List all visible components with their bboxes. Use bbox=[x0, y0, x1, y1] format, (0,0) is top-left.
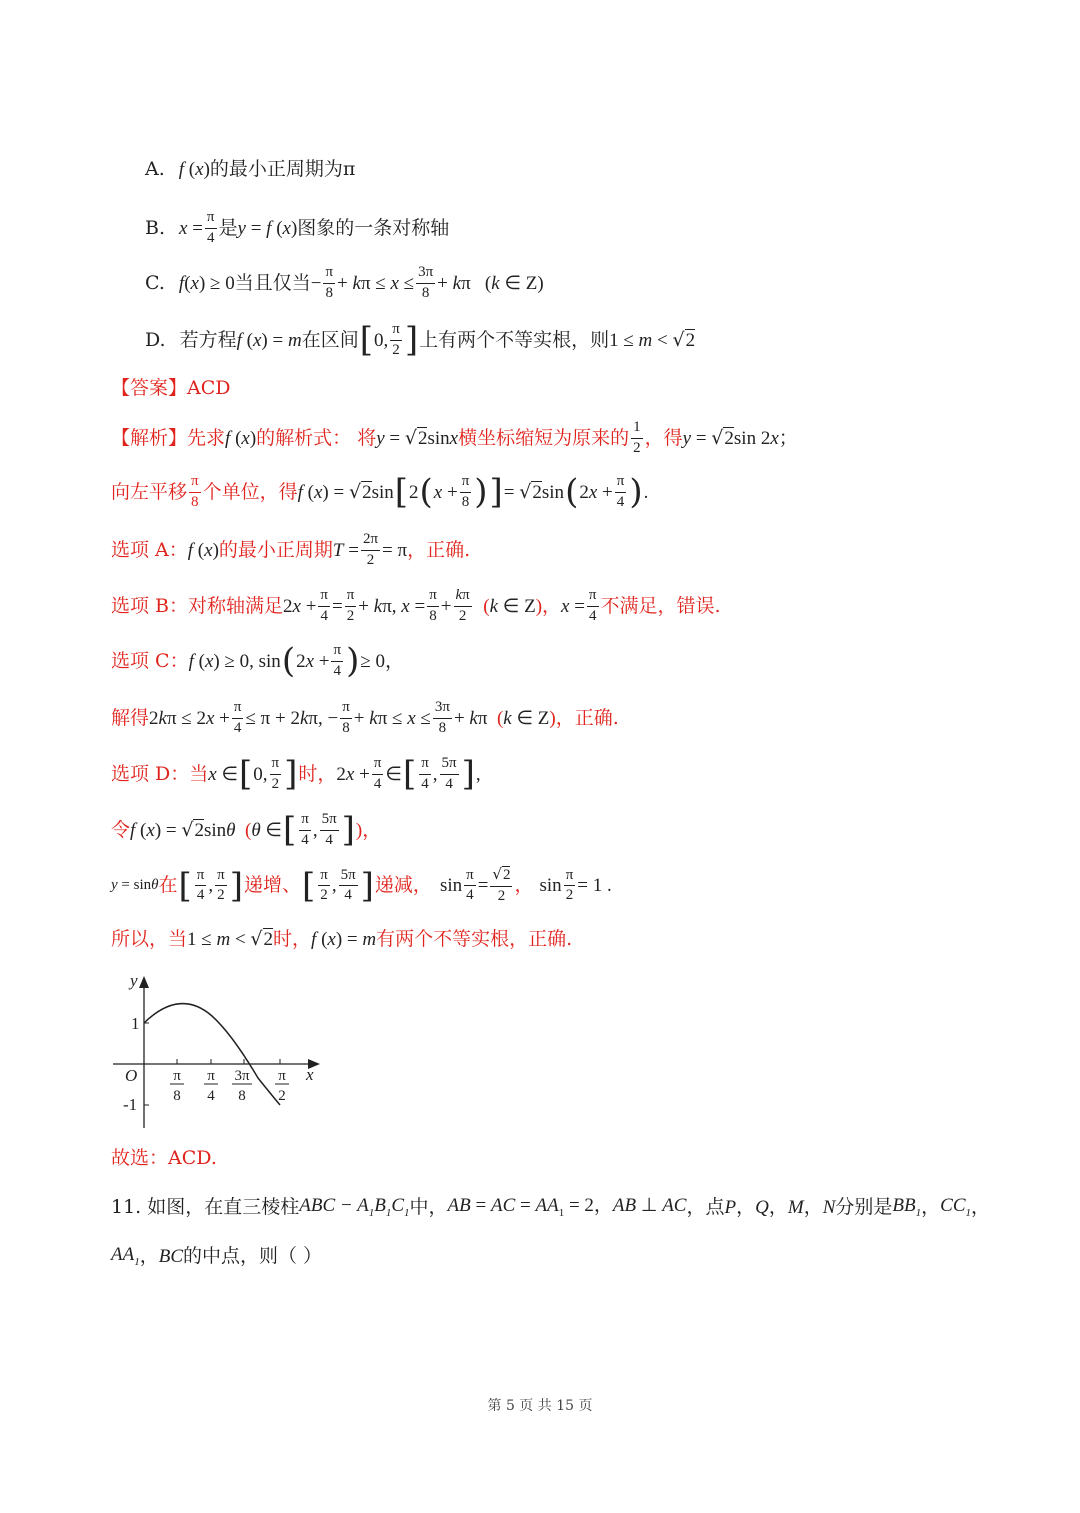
answer-label: 【答案】 bbox=[111, 377, 188, 399]
question-11-line-1: 11. 如图，在直三棱柱 ABC − $A_1B_1C_1$ 中， AB = AC = $AA_1 = 2$，AB ⊥ AC ，点 P ， Q ， M ， N 分别是 $BB_1$ ， $CC_1$ ， bbox=[111, 1195, 991, 1219]
function-graph bbox=[108, 968, 333, 1138]
analysis-option-d: 选项 D：当 x ∈ [ 0, $\frac{\pi}{2}$ ] 时， 2x + $\frac{\pi}{4}$ ∈ [ $\frac{\pi}{4}$ , $\frac{5\pi}{4}$ ] , bbox=[111, 754, 481, 795]
analysis-solve: 解得 2kπ ≤ 2x + $\frac{\pi}{4}$ ≤ π + 2kπ, − $\frac{\pi}{8}$ + kπ ≤ x ≤ $\frac{3\pi}{8}$ + kπ (k ∈ Z) ，正确. bbox=[111, 699, 619, 736]
analysis-inc: 递增、 bbox=[243, 874, 301, 897]
analysis-option-c: 选项 C： f (x) ≥ 0, sin ( 2x + $\frac{\pi}{4}$ ) ≥ 0， bbox=[111, 641, 405, 682]
analysis-solve-end: ，正确. bbox=[555, 706, 619, 729]
analysis-opt-a-mid: 的最小正周期 bbox=[218, 538, 333, 561]
option-a-text: 的最小正周期为π bbox=[209, 158, 356, 180]
analysis-conclude2: 时， bbox=[273, 928, 312, 950]
option-c-label: C. bbox=[145, 271, 165, 294]
x-axis-label: x bbox=[306, 1065, 314, 1084]
analysis-label: 【解析】 bbox=[111, 426, 188, 449]
question-11-end: 的中点，则（ ） bbox=[183, 1244, 323, 1267]
analysis-line-2: 向左平移 $\frac{\pi}{8}$ 个单位，得 f (x) = √2sin [ 2 ( x + $\frac{\pi}{8}$ ) ] = √2sin ( 2x + $\frac{\pi}{4}$ ) . bbox=[111, 472, 649, 513]
analysis-let: 令 f (x) = √2sinθ (θ ∈ [ $\frac{\pi}{4}$ , $\frac{5\pi}{4}$ ] )， bbox=[111, 810, 382, 851]
option-b-label: B. bbox=[145, 216, 166, 239]
page-footer: 第 5 页 共 15 页 bbox=[487, 1398, 593, 1414]
option-d-text3: 上有两个不等实根，则 bbox=[419, 328, 610, 351]
analysis-opt-d-time: 时， bbox=[298, 762, 337, 785]
analysis-option-b: 选项 B：对称轴满足 2x + $\frac{\pi}{4}$ = $\frac{\pi}{2}$ + kπ, x = $\frac{\pi}{8}$ + $\frac{k\pi}{2}$ (k ∈ Z)， x = $\frac{\pi}{4}$ 不满足，错误. bbox=[111, 587, 721, 624]
x-tick-3-num: 3π bbox=[234, 1068, 250, 1084]
y-tick-1: 1 bbox=[131, 1014, 140, 1033]
analysis-option-a: 选项 A： f (x) 的最小正周期 T = $\frac{2\pi}{2}$ = π ，正确. bbox=[111, 531, 471, 568]
option-b: B. x = $\frac{\pi}{4}$ 是 y = f (x) 图象的一条对称轴 bbox=[145, 209, 450, 246]
analysis-shrink: 横坐标缩短为原来的 bbox=[458, 426, 630, 449]
analysis-monotonic: y = sinθ 在 [ $\frac{\pi}{4}$ , $\frac{\pi}{2}$ ] 递增、 [ $\frac{\pi}{2}$ , $\frac{5\pi}{4}$ ] 递减， sin $\frac{\pi}{4}$ = $\frac{√2}{2}$ ， sin $\frac{\pi}{2}$ = 1 . bbox=[111, 865, 612, 906]
answer bbox=[111, 379, 231, 398]
analysis-solve-label: 解得 bbox=[111, 706, 150, 729]
analysis-shift: 向左平移 bbox=[111, 480, 188, 503]
x-tick-4-den: 2 bbox=[278, 1088, 286, 1104]
sep-1: ， bbox=[736, 1195, 756, 1218]
analysis-opt-d: 选项 D：当 bbox=[111, 762, 209, 785]
y-axis-label: y bbox=[130, 971, 138, 990]
option-d: D. 若方程 f (x) = m 在区间 [ 0, $\frac{\pi}{2}$ ] 上有两个不等实根，则 1 ≤ m < √2 bbox=[145, 320, 696, 361]
analysis-let-label: 令 bbox=[111, 818, 131, 841]
option-b-text2: 图象的一条对称轴 bbox=[297, 216, 450, 239]
question-11-mid: 中， bbox=[409, 1195, 448, 1218]
option-a: A. f (x) 的最小正周期为π bbox=[145, 158, 356, 180]
option-d-text1: 若方程 bbox=[179, 328, 237, 351]
sep-6: ， bbox=[139, 1244, 159, 1267]
x-tick-1-num: π bbox=[173, 1068, 181, 1084]
analysis-choose bbox=[111, 1149, 217, 1168]
analysis-conclude3: 有两个不等实根，正确. bbox=[376, 928, 573, 950]
x-tick-1-den: 8 bbox=[173, 1088, 181, 1104]
option-a-label: A. bbox=[145, 158, 165, 180]
analysis-choose-text: 故选：ACD. bbox=[111, 1147, 217, 1169]
question-11-number: 11. 如图，在直三棱柱 bbox=[111, 1195, 300, 1218]
analysis-at: 在 bbox=[158, 874, 178, 897]
x-tick-3-den: 8 bbox=[238, 1088, 246, 1104]
option-d-label: D. bbox=[145, 328, 166, 351]
analysis-opt-a: 选项 A： bbox=[111, 538, 188, 561]
x-tick-2-den: 4 bbox=[207, 1088, 215, 1104]
analysis-conclusion: 所以，当 1 ≤ m < √2 时， f (x) = m 有两个不等实根，正确. bbox=[111, 928, 573, 950]
y-tick-neg1: -1 bbox=[123, 1095, 138, 1114]
x-tick-4-num: π bbox=[278, 1068, 286, 1084]
analysis-opt-c: 选项 C： bbox=[111, 649, 189, 672]
option-c-text: 当且仅当 bbox=[234, 271, 311, 294]
analysis-intro2: 的解析式： 将 bbox=[256, 426, 377, 449]
answer-value: ACD bbox=[187, 377, 231, 399]
analysis-get: ，得 bbox=[644, 426, 683, 449]
question-11-are: 分别是 bbox=[835, 1195, 893, 1218]
analysis-unit: 个单位，得 bbox=[202, 480, 298, 503]
sep-3: ， bbox=[803, 1195, 823, 1218]
question-11-points: ，点 bbox=[686, 1195, 725, 1218]
sep-4: ， bbox=[921, 1195, 941, 1218]
option-d-text2: 在区间 bbox=[301, 328, 359, 351]
x-tick-2-num: π bbox=[207, 1068, 215, 1084]
question-11-line-2: $AA_1$ ， BC 的中点，则（ ） bbox=[111, 1244, 323, 1268]
analysis-line-1: 【解析】 先求 f (x) 的解析式： 将 y = √2sinx 横坐标缩短为原来的 $\frac{1}{2}$ ，得 y = √2sin 2x； bbox=[111, 419, 798, 456]
analysis-opt-b-end: 不满足，错误. bbox=[600, 594, 721, 617]
analysis-opt-a-end: ，正确. bbox=[407, 538, 471, 561]
sep-5: ， bbox=[971, 1195, 991, 1218]
y-axis-arrow bbox=[139, 976, 149, 988]
analysis-conclude1: 所以，当 bbox=[111, 928, 188, 950]
origin-label: O bbox=[125, 1066, 138, 1085]
sep-2: ， bbox=[768, 1195, 788, 1218]
analysis-intro: 先求 bbox=[187, 426, 226, 449]
analysis-dec: 递减， bbox=[374, 874, 432, 897]
option-c: C. f(x) ≥ 0 当且仅当 − $\frac{\pi}{8}$ + kπ ≤ x ≤ $\frac{3\pi}{8}$ + kπ (k ∈ Z) bbox=[145, 264, 544, 301]
option-b-text1: 是 bbox=[218, 216, 238, 239]
analysis-opt-b: 选项 B：对称轴满足 bbox=[111, 594, 284, 617]
